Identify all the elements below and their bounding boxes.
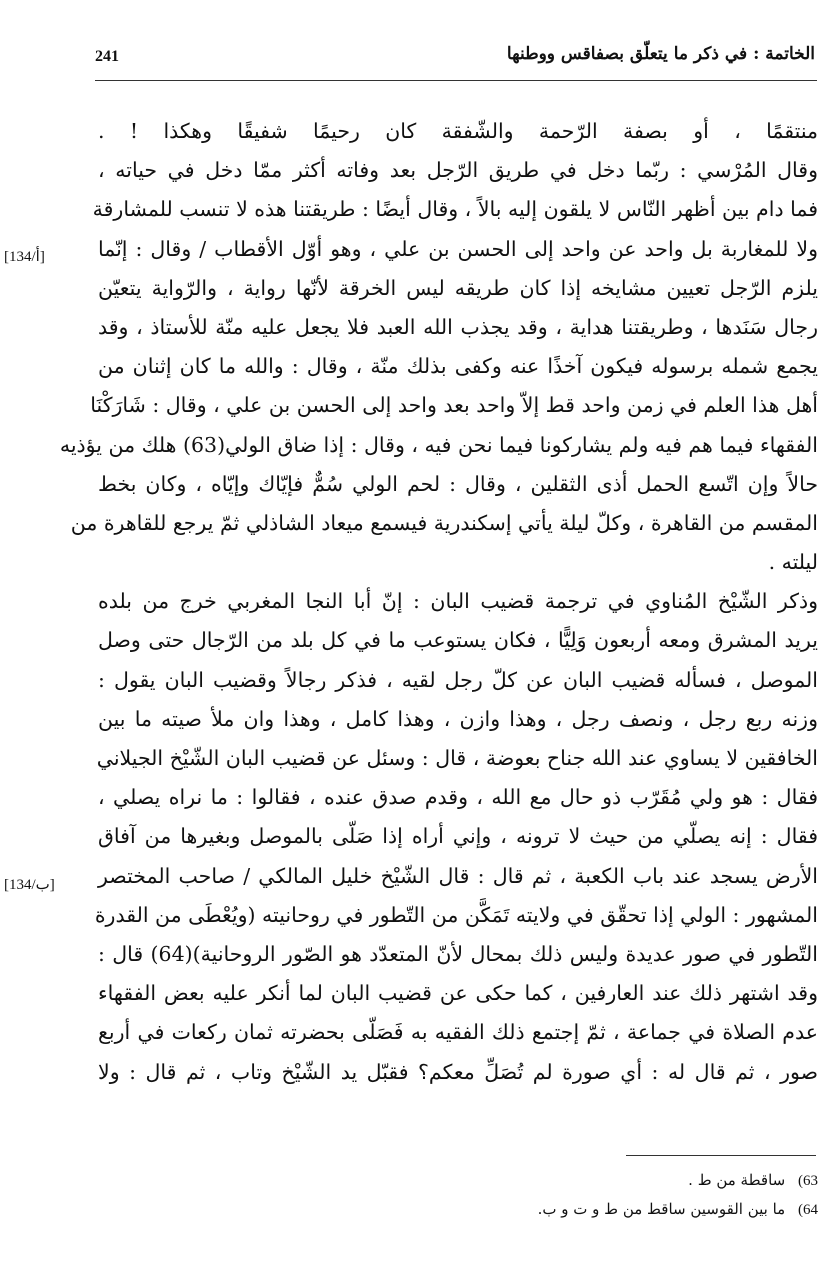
text-line: يلزم الرّجل تعيين مشايخه إذا كان طريقه ليس الخرقة لأنّها رواية ، والرّواية يتعيّن xyxy=(98,275,818,300)
text-line: منتقمًا ، أو بصفة الرّحمة والشّفقة كان رحيمًا شفيقًا وهكذا ! . xyxy=(98,119,818,143)
footnote xyxy=(98,1166,818,1195)
text-line: ليلته . xyxy=(768,550,818,575)
text-line: فما دام بين أظهر النّاس لا يلقون إليه بالاً ، وقال أيضًا : طريقتنا هذه لا تنسب للمشارقة xyxy=(92,197,818,222)
header-rule xyxy=(95,80,817,81)
text-line: الفقهاء فيما هم فيه ولم يشاركونا فيما نحن فيه ، وقال : إذا ضاق الولي(63) هلك من يؤذيه xyxy=(59,432,818,457)
text-line: المقسم من القاهرة ، وكلّ ليلة يأتي إسكندرية فيسمع ميعاد الشاذلي ثمّ يرجع للقاهرة من xyxy=(70,510,818,535)
footnote-number: 63) xyxy=(798,1173,818,1189)
text-line: رجال سَنَدها ، وطريقتنا هداية ، وقد يجذب الله العبد فلا يجعل عليه منّة للأستاذ ، وقد xyxy=(98,314,818,339)
text-line: وزنه ربع رجل ، ونصف رجل ، وهذا وازن ، وهذا كامل ، وهذا وان ملأ صيته ما بين xyxy=(98,706,818,731)
text-line: صور ، ثم قال له : أي صورة لم تُصَلِّ معكم؟ فقبّل يد الشّيْخ وتاب ، ثم قال : ولا xyxy=(98,1059,818,1084)
footnote-text: ساقطة من ط . xyxy=(688,1171,786,1189)
text-line: الخافقين لا يساوي عند الله جناح بعوضة ، قال : وسئل عن قضيب البان الشّيْخ الجيلاني xyxy=(96,746,818,770)
margin-note: [134/أ] xyxy=(4,249,45,265)
text-line: المشهور : الولي إذا تحقّق في ولايته تَمَكَّن من التّطور في روحانيته (ويُعْطَى من القدرة xyxy=(94,902,818,927)
text-line: الموصل ، فسأله قضيب البان عن كلّ رجل لقيه ، فذكر رجالاً وقضيب البان يقول : xyxy=(98,667,818,692)
text-line: الأرض يسجد عند باب الكعبة ، ثم قال : قال الشّيْخ خليل المالكي / صاحب المختصر xyxy=(98,863,818,888)
text-line: فقال : إنه يصلّي من حيث لا ترونه ، وإني أراه إذا صَلّى بالموصل وبغيرها من آفاق xyxy=(98,824,818,849)
footnote-number: 64) xyxy=(798,1202,818,1218)
margin-note: [134/ب] xyxy=(4,877,55,893)
page-number: 241 xyxy=(95,48,119,65)
text-line: يجمع شمله برسوله فيكون آخذًا عنه وكفى بذلك منّة ، وقال : والله ما كان إثنان من xyxy=(98,354,818,379)
text-line: ولا للمغاربة بل واحد عن واحد إلى الحسن بن علي ، وهو أوّل الأقطاب / وقال : إنّما xyxy=(98,236,818,261)
footnote-text: ما بين القوسين ساقط من ط و ت و ب. xyxy=(537,1200,786,1218)
footnote xyxy=(98,1195,818,1224)
text-line: عدم الصلاة في جماعة ، ثمّ إجتمع ذلك الفقيه به فَصَلّى بحضرته ثمان ركعات في أربع xyxy=(98,1020,818,1045)
footnote-rule xyxy=(626,1155,816,1156)
text-line: وذكر الشّيْخ المُناوي في ترجمة قضيب البان : إنّ أبا النجا المغربي خرج من بلده xyxy=(98,589,818,614)
page-header xyxy=(95,44,815,76)
text-line: حالاً وإن اتّسع الحمل أذى الثقلين ، وقال : لحم الولي سُمٌّ فإيّاك وإيّاه ، وكان بخط xyxy=(98,471,818,496)
text-line: يريد المشرق ومعه أربعون وَلِيًّا ، فكان يستوعب ما في كل بلد من الرّجال حتى وصل xyxy=(98,628,818,653)
text-line: أهل هذا العلم في زمن واحد قط إلاّ واحد بعد واحد إلى الحسن بن علي ، وقال : شَارَكْنَا xyxy=(90,393,818,418)
footnotes xyxy=(98,1166,818,1224)
text-line: التّطور في صور عديدة وليس ذلك بمحال لأنّ المتعدّد هو الصّور الروحانية)(64) قال : xyxy=(98,941,818,966)
text-line: فقال : هو ولي مُقَرّب ذو حال مع الله ، وقدم صدق عنده ، فقالوا : ما نراه يصلي ، xyxy=(98,785,818,810)
text-line: وقد اشتهر ذلك عند العارفين ، كما حكى عن قضيب البان لما أنكر عليه بعض الفقهاء xyxy=(98,981,818,1006)
text-line: وقال المُرْسي : ربّما دخل في طريق الرّجل بعد وفاته أكثر ممّا دخل في حياته ، xyxy=(98,158,818,183)
running-head: الخاتمة : في ذكر ما يتعلّق بصفاقس ووطنها xyxy=(506,44,815,64)
body-text xyxy=(59,112,818,1092)
